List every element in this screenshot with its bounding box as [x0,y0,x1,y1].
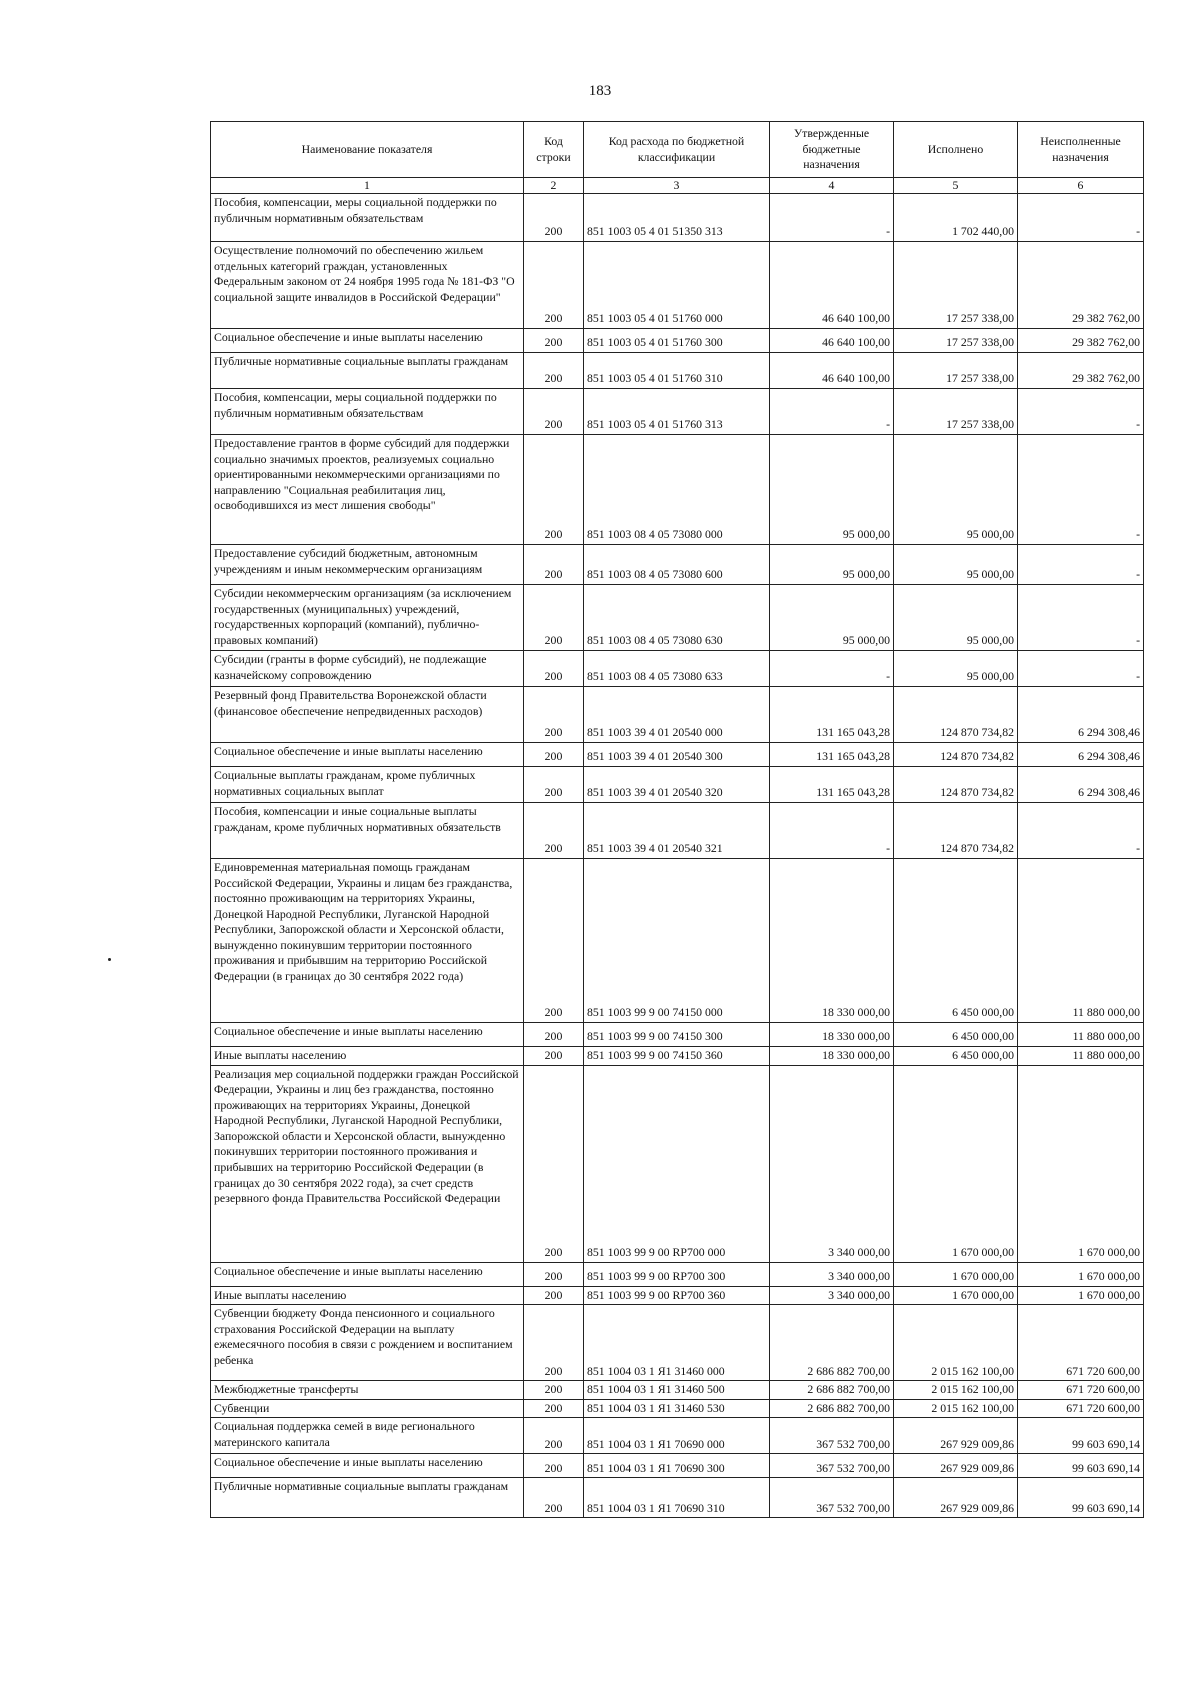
scan-dot [108,958,111,961]
table-row [211,545,1144,585]
executed-amount-cell: 17 257 338,00 [894,329,1018,353]
line-code-cell: 200 [524,767,584,803]
line-code-cell: 200 [524,1418,584,1454]
page-number: 183 [588,83,612,99]
executed-amount-cell: 1 670 000,00 [894,1065,1018,1262]
header-executed: Исполнено [894,122,1018,178]
unexecuted-amount-cell: 6 294 308,46 [1018,743,1144,767]
unexecuted-amount-cell: - [1018,545,1144,585]
approved-amount-cell: 46 640 100,00 [770,353,894,389]
executed-amount-cell: 95 000,00 [894,545,1018,585]
approved-amount-cell: 367 532 700,00 [770,1478,894,1518]
indicator-name-cell: Межбюджетные трансферты [211,1381,524,1400]
executed-amount-cell: 267 929 009,86 [894,1454,1018,1478]
budget-code-cell: 851 1003 05 4 01 51760 300 [584,329,770,353]
line-code-cell: 200 [524,545,584,585]
budget-code-cell: 851 1003 05 4 01 51760 310 [584,353,770,389]
approved-amount-cell: 2 686 882 700,00 [770,1399,894,1418]
indicator-name-cell: Иные выплаты населению [211,1047,524,1066]
approved-amount-cell: 131 165 043,28 [770,687,894,743]
unexecuted-amount-cell: 99 603 690,14 [1018,1454,1144,1478]
table-row [211,1399,1144,1418]
unexecuted-amount-cell: 6 294 308,46 [1018,767,1144,803]
executed-amount-cell: 17 257 338,00 [894,353,1018,389]
indicator-name-cell: Иные выплаты населению [211,1286,524,1305]
table-row [211,1418,1144,1454]
indicator-name-cell: Субсидии некоммерческим организациям (за исключением государственных (муниципальных) учреждений, государственных корпораций (компаний), публично-правовых компаний) [211,585,524,651]
table-row [211,743,1144,767]
executed-amount-cell: 1 702 440,00 [894,194,1018,242]
indicator-name-cell: Субсидии (гранты в форме субсидий), не подлежащие казначейскому сопровождению [211,651,524,687]
indicator-name-cell: Пособия, компенсации, меры социальной поддержки по публичным нормативным обязательствам [211,389,524,435]
budget-code-cell: 851 1003 39 4 01 20540 320 [584,767,770,803]
line-code-cell: 200 [524,1262,584,1286]
budget-code-cell: 851 1004 03 1 Я1 31460 000 [584,1305,770,1381]
budget-code-cell: 851 1003 99 9 00 74150 300 [584,1023,770,1047]
line-code-cell: 200 [524,585,584,651]
unexecuted-amount-cell: 11 880 000,00 [1018,1023,1144,1047]
indicator-name-cell: Социальное обеспечение и иные выплаты населению [211,1023,524,1047]
unexecuted-amount-cell: 671 720 600,00 [1018,1381,1144,1400]
unexecuted-amount-cell: 1 670 000,00 [1018,1262,1144,1286]
line-code-cell: 200 [524,651,584,687]
indicator-name-cell: Осуществление полномочий по обеспечению жильем отдельных категорий граждан, установленных Федеральным законом от 24 ноября 1995 года № 181-ФЗ "О социальной защите инвалидов в Российской Федерации" [211,242,524,329]
unexecuted-amount-cell: - [1018,651,1144,687]
header-row [211,122,1144,178]
table-row [211,1262,1144,1286]
executed-amount-cell: 6 450 000,00 [894,1023,1018,1047]
executed-amount-cell: 1 670 000,00 [894,1286,1018,1305]
executed-amount-cell: 267 929 009,86 [894,1418,1018,1454]
approved-amount-cell: 18 330 000,00 [770,1023,894,1047]
column-number: 1 [211,178,524,194]
indicator-name-cell: Социальные выплаты гражданам, кроме публичных нормативных социальных выплат [211,767,524,803]
line-code-cell: 200 [524,1286,584,1305]
unexecuted-amount-cell: - [1018,194,1144,242]
executed-amount-cell: 124 870 734,82 [894,803,1018,859]
unexecuted-amount-cell: 11 880 000,00 [1018,1047,1144,1066]
approved-amount-cell: - [770,389,894,435]
budget-code-cell: 851 1003 99 9 00 74150 360 [584,1047,770,1066]
approved-amount-cell: 95 000,00 [770,585,894,651]
approved-amount-cell: - [770,803,894,859]
executed-amount-cell: 124 870 734,82 [894,687,1018,743]
line-code-cell: 200 [524,1065,584,1262]
budget-code-cell: 851 1003 39 4 01 20540 321 [584,803,770,859]
table-row [211,1478,1144,1518]
approved-amount-cell: 46 640 100,00 [770,242,894,329]
line-code-cell: 200 [524,803,584,859]
budget-code-cell: 851 1004 03 1 Я1 70690 000 [584,1418,770,1454]
unexecuted-amount-cell: 99 603 690,14 [1018,1418,1144,1454]
approved-amount-cell: 3 340 000,00 [770,1262,894,1286]
budget-code-cell: 851 1003 08 4 05 73080 633 [584,651,770,687]
approved-amount-cell: 46 640 100,00 [770,329,894,353]
indicator-name-cell: Субвенции [211,1399,524,1418]
indicator-name-cell: Публичные нормативные социальные выплаты гражданам [211,353,524,389]
budget-code-cell: 851 1003 08 4 05 73080 630 [584,585,770,651]
column-number: 3 [584,178,770,194]
unexecuted-amount-cell: 1 670 000,00 [1018,1065,1144,1262]
executed-amount-cell: 6 450 000,00 [894,1047,1018,1066]
executed-amount-cell: 124 870 734,82 [894,767,1018,803]
unexecuted-amount-cell: 6 294 308,46 [1018,687,1144,743]
executed-amount-cell: 95 000,00 [894,651,1018,687]
table-row [211,767,1144,803]
indicator-name-cell: Публичные нормативные социальные выплаты гражданам [211,1478,524,1518]
line-code-cell: 200 [524,1399,584,1418]
line-code-cell: 200 [524,329,584,353]
approved-amount-cell: - [770,194,894,242]
line-code-cell: 200 [524,194,584,242]
indicator-name-cell: Реализация мер социальной поддержки граждан Российской Федерации, Украины и лиц без гражданства, постоянно проживающих на территориях Украины, Донецкой Народной Республики, Луганской Народной Республики, Запорожской области и Херсонской области, вынужденно покинувших территории постоянного проживания и прибывших на территорию Российской Федерации (в границах до 30 сентября 2022 года), за счет средств резервного фонда Правительства Российской Федерации [211,1065,524,1262]
indicator-name-cell: Предоставление грантов в форме субсидий для поддержки социально значимых проектов, реализуемых социально ориентированными некоммерческими организациями по направлению "Социальная реабилитация лиц, освободившихся из мест лишения свободы" [211,435,524,545]
table-row [211,1305,1144,1381]
line-code-cell: 200 [524,743,584,767]
table-row [211,1381,1144,1400]
line-code-cell: 200 [524,435,584,545]
indicator-name-cell: Предоставление субсидий бюджетным, автономным учреждениям и иным некоммерческим организациям [211,545,524,585]
budget-code-cell: 851 1003 39 4 01 20540 000 [584,687,770,743]
line-code-cell: 200 [524,389,584,435]
table-row [211,1023,1144,1047]
executed-amount-cell: 17 257 338,00 [894,242,1018,329]
indicator-name-cell: Социальное обеспечение и иные выплаты населению [211,743,524,767]
unexecuted-amount-cell: 99 603 690,14 [1018,1478,1144,1518]
indicator-name-cell: Социальная поддержка семей в виде регионального материнского капитала [211,1418,524,1454]
executed-amount-cell: 95 000,00 [894,585,1018,651]
unexecuted-amount-cell: - [1018,803,1144,859]
table-row [211,651,1144,687]
table-row [211,859,1144,1023]
table-row [211,687,1144,743]
approved-amount-cell: 131 165 043,28 [770,743,894,767]
approved-amount-cell: 18 330 000,00 [770,859,894,1023]
line-code-cell: 200 [524,1023,584,1047]
budget-code-cell: 851 1003 99 9 00 RP700 000 [584,1065,770,1262]
unexecuted-amount-cell: 11 880 000,00 [1018,859,1144,1023]
approved-amount-cell: - [770,651,894,687]
approved-amount-cell: 367 532 700,00 [770,1418,894,1454]
executed-amount-cell: 95 000,00 [894,435,1018,545]
approved-amount-cell: 2 686 882 700,00 [770,1305,894,1381]
unexecuted-amount-cell: 29 382 762,00 [1018,353,1144,389]
table-row [211,435,1144,545]
line-code-cell: 200 [524,1305,584,1381]
column-number: 2 [524,178,584,194]
table-row [211,1286,1144,1305]
budget-code-cell: 851 1004 03 1 Я1 70690 310 [584,1478,770,1518]
executed-amount-cell: 124 870 734,82 [894,743,1018,767]
column-number: 4 [770,178,894,194]
budget-code-cell: 851 1003 08 4 05 73080 000 [584,435,770,545]
table-row [211,803,1144,859]
table-row [211,353,1144,389]
unexecuted-amount-cell: 29 382 762,00 [1018,329,1144,353]
executed-amount-cell: 1 670 000,00 [894,1262,1018,1286]
header-unexecuted: Неисполненные назначения [1018,122,1144,178]
executed-amount-cell: 17 257 338,00 [894,389,1018,435]
line-code-cell: 200 [524,1478,584,1518]
unexecuted-amount-cell: 671 720 600,00 [1018,1305,1144,1381]
budget-code-cell: 851 1003 05 4 01 51760 000 [584,242,770,329]
budget-code-cell: 851 1004 03 1 Я1 70690 300 [584,1454,770,1478]
unexecuted-amount-cell: - [1018,435,1144,545]
budget-code-cell: 851 1003 05 4 01 51760 313 [584,389,770,435]
indicator-name-cell: Социальное обеспечение и иные выплаты населению [211,1262,524,1286]
budget-code-cell: 851 1003 99 9 00 74150 000 [584,859,770,1023]
approved-amount-cell: 95 000,00 [770,545,894,585]
budget-code-cell: 851 1003 05 4 01 51350 313 [584,194,770,242]
budget-code-cell: 851 1003 99 9 00 RP700 300 [584,1262,770,1286]
executed-amount-cell: 6 450 000,00 [894,859,1018,1023]
table-row [211,1047,1144,1066]
budget-execution-table [210,121,1144,1518]
budget-code-cell: 851 1003 39 4 01 20540 300 [584,743,770,767]
header-line-code: Код строки [524,122,584,178]
unexecuted-amount-cell: - [1018,389,1144,435]
indicator-name-cell: Субвенции бюджету Фонда пенсионного и социального страхования Российской Федерации на выплату ежемесячного пособия в связи с рождением и воспитанием ребенка [211,1305,524,1381]
indicator-name-cell: Пособия, компенсации, меры социальной поддержки по публичным нормативным обязательствам [211,194,524,242]
line-code-cell: 200 [524,242,584,329]
line-code-cell: 200 [524,687,584,743]
table-row [211,389,1144,435]
unexecuted-amount-cell: 29 382 762,00 [1018,242,1144,329]
executed-amount-cell: 2 015 162 100,00 [894,1381,1018,1400]
approved-amount-cell: 95 000,00 [770,435,894,545]
indicator-name-cell: Социальное обеспечение и иные выплаты населению [211,1454,524,1478]
line-code-cell: 200 [524,1454,584,1478]
approved-amount-cell: 2 686 882 700,00 [770,1381,894,1400]
table-body [211,194,1144,1518]
unexecuted-amount-cell: 671 720 600,00 [1018,1399,1144,1418]
table-row [211,194,1144,242]
column-number: 6 [1018,178,1144,194]
header-indicator-name: Наименование показателя [211,122,524,178]
table-row [211,242,1144,329]
approved-amount-cell: 367 532 700,00 [770,1454,894,1478]
approved-amount-cell: 3 340 000,00 [770,1286,894,1305]
table-row [211,585,1144,651]
approved-amount-cell: 131 165 043,28 [770,767,894,803]
indicator-name-cell: Резервный фонд Правительства Воронежской области (финансовое обеспечение непредвиденных расходов) [211,687,524,743]
executed-amount-cell: 2 015 162 100,00 [894,1305,1018,1381]
budget-code-cell: 851 1003 99 9 00 RP700 360 [584,1286,770,1305]
column-number: 5 [894,178,1018,194]
table-row [211,1454,1144,1478]
table-row [211,329,1144,353]
unexecuted-amount-cell: - [1018,585,1144,651]
header-approved: Утвержденные бюджетные назначения [770,122,894,178]
indicator-name-cell: Пособия, компенсации и иные социальные выплаты гражданам, кроме публичных нормативных обязательств [211,803,524,859]
indicator-name-cell: Социальное обеспечение и иные выплаты населению [211,329,524,353]
executed-amount-cell: 267 929 009,86 [894,1478,1018,1518]
budget-code-cell: 851 1004 03 1 Я1 31460 530 [584,1399,770,1418]
approved-amount-cell: 18 330 000,00 [770,1047,894,1066]
budget-code-cell: 851 1004 03 1 Я1 31460 500 [584,1381,770,1400]
line-code-cell: 200 [524,859,584,1023]
indicator-name-cell: Единовременная материальная помощь гражданам Российской Федерации, Украины и лицам без гражданства, постоянно проживающим на территориях Украины, Донецкой Народной Республики, Луганской Народной Республики, Запорожской области и Херсонской области, вынужденно покинувшим территории постоянного проживания и прибывшим на территорию Российской Федерации (в границах до 30 сентября 2022 года) [211,859,524,1023]
header-budget-code: Код расхода по бюджетной классификации [584,122,770,178]
table-row [211,1065,1144,1262]
approved-amount-cell: 3 340 000,00 [770,1065,894,1262]
line-code-cell: 200 [524,1047,584,1066]
line-code-cell: 200 [524,1381,584,1400]
unexecuted-amount-cell: 1 670 000,00 [1018,1286,1144,1305]
executed-amount-cell: 2 015 162 100,00 [894,1399,1018,1418]
budget-code-cell: 851 1003 08 4 05 73080 600 [584,545,770,585]
line-code-cell: 200 [524,353,584,389]
column-number-row [211,178,1144,194]
